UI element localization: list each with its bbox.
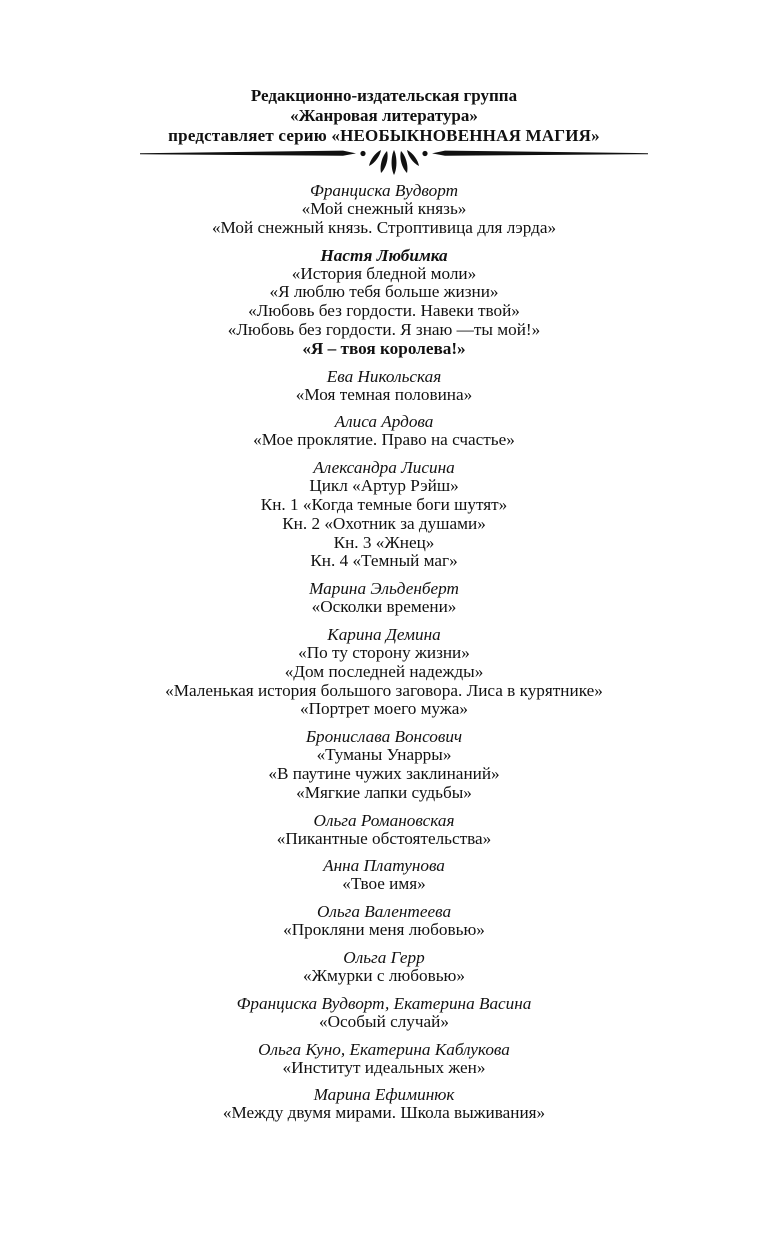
author-name: Бронислава Вонсович bbox=[305, 727, 463, 747]
book-title: «Особый случай» bbox=[319, 1011, 449, 1031]
book-title: Кн. 2 «Охотник за душами» bbox=[282, 513, 486, 533]
author-name: Ева Никольская bbox=[326, 366, 442, 386]
author-name: Анна Платунова bbox=[323, 856, 445, 876]
catalog-entry bbox=[0, 412, 768, 450]
author-name: Ольга Валентеева bbox=[316, 902, 452, 922]
series-catalog bbox=[0, 181, 768, 1131]
book-title: «Прокляни меня любовью» bbox=[283, 920, 485, 940]
book-title: «Мое проклятие. Право на счастье» bbox=[253, 430, 515, 450]
book-title: «В паутине чужих заклинаний» bbox=[268, 763, 500, 783]
book-title: «Любовь без гордости. Я знаю —ты мой!» bbox=[227, 319, 541, 339]
book-title: Кн. 1 «Когда темные боги шутят» bbox=[260, 494, 508, 514]
catalog-entry bbox=[0, 579, 768, 617]
catalog-entry bbox=[0, 856, 768, 894]
author-name: Марина Эльденберт bbox=[309, 579, 459, 599]
author-name: Настя Любимка bbox=[320, 245, 448, 265]
book-title: «Твое имя» bbox=[342, 874, 426, 894]
catalog-entry bbox=[0, 948, 768, 986]
ornament-fan-icon bbox=[138, 146, 650, 182]
author-name: Алиса Ардова bbox=[334, 412, 434, 432]
book-title: «Маленькая история большого заговора. Лиса в курятнике» bbox=[165, 680, 603, 700]
author-name: Франциска Вудворт bbox=[310, 181, 458, 200]
book-title-highlighted: «Я – твоя королева!» bbox=[302, 338, 466, 358]
catalog-entry bbox=[0, 902, 768, 940]
book-title: «Между двумя мирами. Школа выживания» bbox=[222, 1103, 546, 1123]
book-title: «Мягкие лапки судьбы» bbox=[296, 782, 472, 802]
book-title: «Дом последней надежды» bbox=[284, 661, 484, 681]
catalog-entry bbox=[0, 458, 768, 571]
book-title: «По ту сторону жизни» bbox=[298, 642, 470, 662]
catalog-entry bbox=[0, 181, 768, 238]
series-line: представляет серию «НЕОБЫКНОВЕННАЯ МАГИЯ» bbox=[168, 126, 600, 145]
author-name: Ольга Герр bbox=[343, 947, 425, 967]
catalog-entry bbox=[0, 246, 768, 359]
book-cycle: Цикл «Артур Рэйш» bbox=[309, 476, 459, 496]
publisher-line: Редакционно-издательская группа bbox=[250, 86, 518, 105]
author-name: Франциска Вудворт, Екатерина Васина bbox=[236, 993, 532, 1013]
catalog-entry bbox=[0, 727, 768, 802]
book-title: Кн. 4 «Темный маг» bbox=[310, 551, 458, 571]
catalog-entry bbox=[0, 994, 768, 1032]
book-title: Кн. 3 «Жнец» bbox=[333, 532, 435, 552]
book-title: «История бледной моли» bbox=[291, 263, 477, 283]
catalog-entry bbox=[0, 1085, 768, 1123]
book-title: «Любовь без гордости. Навеки твой» bbox=[248, 301, 520, 321]
author-name: Александра Лисина bbox=[313, 458, 455, 478]
imprint-line: «Жанровая литература» bbox=[290, 106, 478, 125]
catalog-entry bbox=[0, 367, 768, 405]
publisher-header bbox=[0, 86, 768, 146]
book-title: «Портрет моего мужа» bbox=[300, 699, 468, 719]
book-title: «Моя темная половина» bbox=[295, 384, 473, 404]
book-title: «Осколки времени» bbox=[311, 597, 457, 617]
book-title: «Пикантные обстоятельства» bbox=[276, 828, 492, 848]
catalog-entry bbox=[0, 811, 768, 849]
book-title: «Туманы Унарры» bbox=[316, 745, 452, 765]
book-title: «Я люблю тебя больше жизни» bbox=[269, 282, 499, 302]
author-name: Марина Ефиминюк bbox=[313, 1085, 455, 1105]
catalog-entry bbox=[0, 625, 768, 719]
book-title: «Жмурки с любовью» bbox=[303, 965, 465, 985]
author-name: Ольга Романовская bbox=[313, 810, 455, 830]
author-name: Ольга Куно, Екатерина Каблукова bbox=[258, 1039, 510, 1059]
book-title: «Мой снежный князь» bbox=[301, 199, 467, 218]
author-name: Карина Демина bbox=[327, 624, 441, 644]
book-title: «Мой снежный князь. Строптивица для лэрда» bbox=[211, 217, 557, 237]
catalog-entry bbox=[0, 1040, 768, 1078]
book-title: «Институт идеальных жен» bbox=[282, 1057, 486, 1077]
